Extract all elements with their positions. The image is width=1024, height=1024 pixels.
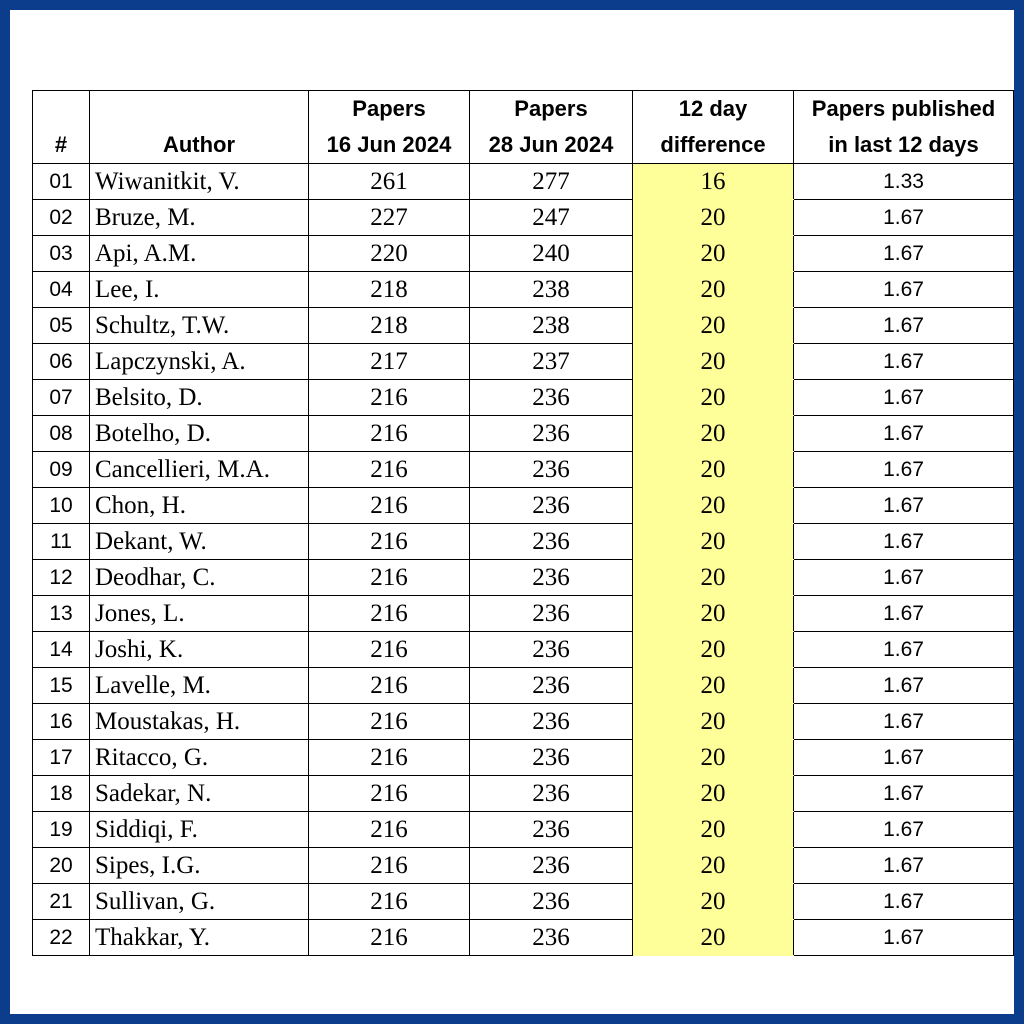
table-row <box>33 488 1014 524</box>
papers-16-jun-cell: 227 <box>309 200 470 236</box>
rank-cell: 20 <box>33 848 90 884</box>
papers-28-jun-cell: 236 <box>470 848 633 884</box>
papers-16-jun-cell: 216 <box>309 776 470 812</box>
papers-28-jun-cell: 236 <box>470 668 633 704</box>
author-cell: Botelho, D. <box>90 416 309 452</box>
papers-28-jun-cell: 236 <box>470 920 633 956</box>
papers-last-12-days-cell: 1.67 <box>794 452 1014 488</box>
papers-28-jun-cell: 236 <box>470 488 633 524</box>
author-cell: Bruze, M. <box>90 200 309 236</box>
difference-cell: 20 <box>633 200 794 236</box>
papers-last-12-days-cell: 1.67 <box>794 920 1014 956</box>
author-cell: Chon, H. <box>90 488 309 524</box>
papers-28-jun-cell: 277 <box>470 164 633 200</box>
rank-cell: 21 <box>33 884 90 920</box>
rank-cell: 03 <box>33 236 90 272</box>
author-cell: Jones, L. <box>90 596 309 632</box>
table-header-row <box>33 91 1014 164</box>
papers-last-12-days-cell: 1.67 <box>794 668 1014 704</box>
difference-cell: 20 <box>633 632 794 668</box>
rank-cell: 10 <box>33 488 90 524</box>
papers-last-12-days-cell: 1.67 <box>794 344 1014 380</box>
author-cell: Ritacco, G. <box>90 740 309 776</box>
difference-cell: 20 <box>633 236 794 272</box>
table-row <box>33 272 1014 308</box>
author-cell: Sipes, I.G. <box>90 848 309 884</box>
table-row <box>33 344 1014 380</box>
papers-28-jun-cell: 236 <box>470 416 633 452</box>
papers-28-jun-cell: 236 <box>470 632 633 668</box>
author-cell: Schultz, T.W. <box>90 308 309 344</box>
rank-cell: 09 <box>33 452 90 488</box>
table-row <box>33 704 1014 740</box>
author-cell: Deodhar, C. <box>90 560 309 596</box>
papers-last-12-days-cell: 1.67 <box>794 380 1014 416</box>
difference-cell: 20 <box>633 740 794 776</box>
papers-28-jun-cell: 236 <box>470 596 633 632</box>
papers-28-jun-cell: 237 <box>470 344 633 380</box>
rank-cell: 19 <box>33 812 90 848</box>
author-cell: Api, A.M. <box>90 236 309 272</box>
header-num: # <box>33 91 90 164</box>
author-cell: Joshi, K. <box>90 632 309 668</box>
papers-16-jun-cell: 217 <box>309 344 470 380</box>
papers-28-jun-cell: 236 <box>470 740 633 776</box>
table-row <box>33 812 1014 848</box>
rank-cell: 18 <box>33 776 90 812</box>
difference-cell: 20 <box>633 344 794 380</box>
papers-28-jun-cell: 236 <box>470 452 633 488</box>
papers-16-jun-cell: 220 <box>309 236 470 272</box>
papers-last-12-days-cell: 1.67 <box>794 560 1014 596</box>
papers-last-12-days-cell: 1.67 <box>794 416 1014 452</box>
author-cell: Sullivan, G. <box>90 884 309 920</box>
author-cell: Siddiqi, F. <box>90 812 309 848</box>
papers-28-jun-cell: 236 <box>470 380 633 416</box>
table-body <box>33 164 1014 956</box>
difference-cell: 20 <box>633 596 794 632</box>
papers-16-jun-cell: 216 <box>309 704 470 740</box>
papers-last-12-days-cell: 1.67 <box>794 632 1014 668</box>
papers-16-jun-cell: 216 <box>309 524 470 560</box>
author-cell: Dekant, W. <box>90 524 309 560</box>
papers-28-jun-cell: 236 <box>470 812 633 848</box>
header-papers-16-jun: Papers 16 Jun 2024 <box>309 91 470 164</box>
papers-28-jun-cell: 240 <box>470 236 633 272</box>
rank-cell: 17 <box>33 740 90 776</box>
papers-last-12-days-cell: 1.67 <box>794 488 1014 524</box>
difference-cell: 20 <box>633 920 794 956</box>
papers-last-12-days-cell: 1.67 <box>794 812 1014 848</box>
author-cell: Lavelle, M. <box>90 668 309 704</box>
papers-16-jun-cell: 216 <box>309 560 470 596</box>
papers-16-jun-cell: 216 <box>309 920 470 956</box>
papers-last-12-days-cell: 1.67 <box>794 200 1014 236</box>
papers-28-jun-cell: 238 <box>470 308 633 344</box>
papers-last-12-days-cell: 1.67 <box>794 524 1014 560</box>
papers-last-12-days-cell: 1.33 <box>794 164 1014 200</box>
rank-cell: 08 <box>33 416 90 452</box>
difference-cell: 20 <box>633 308 794 344</box>
papers-16-jun-cell: 216 <box>309 848 470 884</box>
difference-cell: 20 <box>633 380 794 416</box>
author-cell: Sadekar, N. <box>90 776 309 812</box>
table-row <box>33 848 1014 884</box>
papers-16-jun-cell: 216 <box>309 668 470 704</box>
rank-cell: 15 <box>33 668 90 704</box>
table-row <box>33 776 1014 812</box>
rank-cell: 22 <box>33 920 90 956</box>
table-row <box>33 200 1014 236</box>
header-papers-28-jun: Papers 28 Jun 2024 <box>470 91 633 164</box>
rank-cell: 16 <box>33 704 90 740</box>
rank-cell: 12 <box>33 560 90 596</box>
difference-cell: 20 <box>633 668 794 704</box>
author-papers-table <box>32 90 1014 956</box>
table-row <box>33 740 1014 776</box>
author-cell: Cancellieri, M.A. <box>90 452 309 488</box>
papers-28-jun-cell: 236 <box>470 524 633 560</box>
author-cell: Moustakas, H. <box>90 704 309 740</box>
papers-16-jun-cell: 216 <box>309 416 470 452</box>
papers-16-jun-cell: 218 <box>309 272 470 308</box>
author-cell: Belsito, D. <box>90 380 309 416</box>
table-row <box>33 416 1014 452</box>
papers-16-jun-cell: 216 <box>309 380 470 416</box>
papers-last-12-days-cell: 1.67 <box>794 884 1014 920</box>
table-row <box>33 380 1014 416</box>
rank-cell: 07 <box>33 380 90 416</box>
header-author: Author <box>90 91 309 164</box>
papers-last-12-days-cell: 1.67 <box>794 308 1014 344</box>
papers-28-jun-cell: 236 <box>470 560 633 596</box>
table-row <box>33 524 1014 560</box>
author-cell: Lee, I. <box>90 272 309 308</box>
papers-last-12-days-cell: 1.67 <box>794 236 1014 272</box>
rank-cell: 06 <box>33 344 90 380</box>
difference-cell: 20 <box>633 272 794 308</box>
papers-28-jun-cell: 238 <box>470 272 633 308</box>
difference-cell: 20 <box>633 488 794 524</box>
rank-cell: 11 <box>33 524 90 560</box>
difference-cell: 20 <box>633 848 794 884</box>
difference-cell: 20 <box>633 452 794 488</box>
papers-last-12-days-cell: 1.67 <box>794 704 1014 740</box>
table-row <box>33 920 1014 956</box>
papers-last-12-days-cell: 1.67 <box>794 848 1014 884</box>
papers-last-12-days-cell: 1.67 <box>794 596 1014 632</box>
table-row <box>33 308 1014 344</box>
difference-cell: 20 <box>633 704 794 740</box>
difference-cell: 20 <box>633 416 794 452</box>
papers-16-jun-cell: 216 <box>309 596 470 632</box>
table-row <box>33 164 1014 200</box>
rank-cell: 02 <box>33 200 90 236</box>
header-papers-last-12-days: Papers published in last 12 days <box>794 91 1014 164</box>
rank-cell: 13 <box>33 596 90 632</box>
table-row <box>33 884 1014 920</box>
table-row <box>33 668 1014 704</box>
papers-16-jun-cell: 216 <box>309 812 470 848</box>
difference-cell: 20 <box>633 776 794 812</box>
papers-16-jun-cell: 216 <box>309 740 470 776</box>
difference-cell: 20 <box>633 524 794 560</box>
papers-16-jun-cell: 216 <box>309 884 470 920</box>
papers-16-jun-cell: 261 <box>309 164 470 200</box>
papers-last-12-days-cell: 1.67 <box>794 776 1014 812</box>
author-cell: Lapczynski, A. <box>90 344 309 380</box>
difference-cell: 16 <box>633 164 794 200</box>
rank-cell: 14 <box>33 632 90 668</box>
rank-cell: 04 <box>33 272 90 308</box>
table-row <box>33 452 1014 488</box>
difference-cell: 20 <box>633 812 794 848</box>
papers-28-jun-cell: 247 <box>470 200 633 236</box>
rank-cell: 01 <box>33 164 90 200</box>
difference-cell: 20 <box>633 560 794 596</box>
papers-28-jun-cell: 236 <box>470 704 633 740</box>
papers-16-jun-cell: 218 <box>309 308 470 344</box>
table-row <box>33 596 1014 632</box>
author-cell: Thakkar, Y. <box>90 920 309 956</box>
papers-16-jun-cell: 216 <box>309 452 470 488</box>
table-row <box>33 632 1014 668</box>
papers-28-jun-cell: 236 <box>470 776 633 812</box>
table-row <box>33 236 1014 272</box>
papers-last-12-days-cell: 1.67 <box>794 272 1014 308</box>
papers-16-jun-cell: 216 <box>309 632 470 668</box>
papers-last-12-days-cell: 1.67 <box>794 740 1014 776</box>
rank-cell: 05 <box>33 308 90 344</box>
author-cell: Wiwanitkit, V. <box>90 164 309 200</box>
papers-16-jun-cell: 216 <box>309 488 470 524</box>
table-row <box>33 560 1014 596</box>
header-12-day-difference: 12 day difference <box>633 91 794 164</box>
papers-28-jun-cell: 236 <box>470 884 633 920</box>
difference-cell: 20 <box>633 884 794 920</box>
